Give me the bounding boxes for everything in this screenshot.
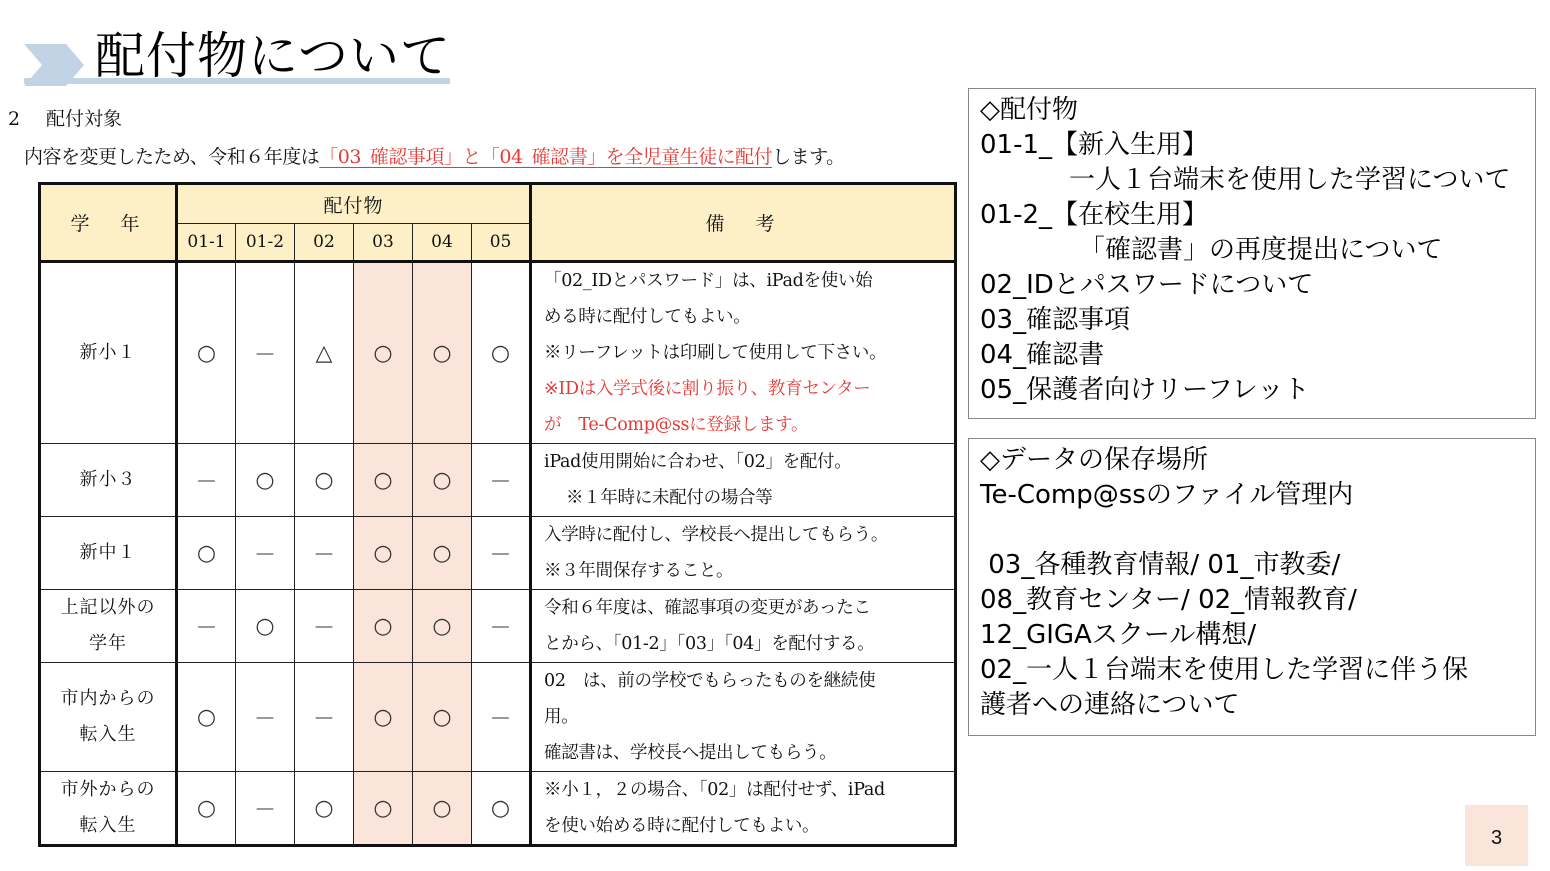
storage-line: 02_一人１台端末を使用した学習に伴う保 [980, 655, 1469, 685]
items-line: ◇配付物 [980, 95, 1078, 125]
items-line: 一人１台端末を使用した学習について [1069, 165, 1511, 195]
table-row [40, 517, 956, 590]
grade-line: 新中１ [79, 542, 137, 563]
items-line: 03_確認事項 [980, 305, 1131, 335]
note-line: を使い始める時に配付してもよい。 [544, 816, 820, 836]
intro-after: します。 [772, 146, 845, 168]
note-line: 令和６年度は、確認事項の変更があったこ [544, 598, 871, 618]
mark-cell: ○ [295, 444, 354, 517]
grade-line: 転入生 [79, 815, 137, 836]
note-cell [531, 772, 956, 846]
intro-before: 内容を変更したため、令和６年度は [24, 146, 320, 168]
note-cell [531, 444, 956, 517]
note-line: 「02_IDとパスワード」は、iPadを使い始 [544, 271, 873, 291]
table-row [40, 444, 956, 517]
note-line: 用。 [544, 707, 579, 727]
mark-cell: ○ [177, 262, 236, 444]
mark-cell: ○ [354, 772, 413, 846]
note-line: が Te-Comp@ssに登録します。 [544, 415, 809, 435]
note-cell [531, 517, 956, 590]
header-code: 04 [413, 224, 472, 262]
mark-cell: ○ [236, 444, 295, 517]
note-line: ※１年時に未配付の場合等 [566, 488, 773, 508]
storage-line [969, 513, 1535, 548]
table-row [40, 663, 956, 772]
items-line: 01-1_【新入生用】 [980, 130, 1209, 160]
grade-line: 市外からの [60, 779, 156, 800]
section-label: 配付対象 [46, 108, 123, 130]
note-cell [531, 663, 956, 772]
page-title: 配付物について [95, 27, 451, 85]
section-heading [8, 104, 122, 131]
header-code: 01-2 [236, 224, 295, 262]
mark-cell: － [295, 590, 354, 663]
mark-cell: － [472, 590, 531, 663]
mark-cell: ○ [295, 772, 354, 846]
mark-cell: ○ [413, 444, 472, 517]
storage-line: 03_各種教育情報/ 01_市教委/ [980, 550, 1341, 580]
note-cell [531, 262, 956, 444]
grade-cell [40, 444, 177, 517]
table-row [40, 772, 956, 846]
header-items: 配付物 [177, 184, 531, 224]
mark-cell: ○ [354, 444, 413, 517]
grade-line: 新小１ [79, 342, 137, 363]
mark-cell: － [295, 517, 354, 590]
note-line: ※小１，２の場合、「02」は配付せず、iPad [544, 780, 885, 800]
grade-cell [40, 663, 177, 772]
storage-line: 12_GIGAスクール構想/ [980, 620, 1257, 650]
note-line: 入学時に配付し、学校長へ提出してもらう。 [544, 525, 889, 545]
storage-line: Te-Comp@ssのファイル管理内 [980, 480, 1354, 510]
mark-cell: － [472, 663, 531, 772]
distribution-table [38, 182, 957, 847]
mark-cell: ○ [472, 772, 531, 846]
items-list-box [968, 88, 1536, 419]
note-line: 確認書は、学校長へ提出してもらう。 [544, 743, 837, 763]
mark-cell: ○ [413, 517, 472, 590]
mark-cell: － [236, 262, 295, 444]
mark-cell: △ [295, 262, 354, 444]
grade-cell [40, 517, 177, 590]
storage-line: ◇データの保存場所 [980, 445, 1208, 475]
note-line: ※リーフレットは印刷して使用して下さい。 [544, 343, 887, 363]
mark-cell: ○ [177, 517, 236, 590]
items-line: 「確認書」の再度提出について [1079, 235, 1443, 265]
mark-cell: － [177, 590, 236, 663]
note-line: める時に配付してもよい。 [544, 307, 751, 327]
mark-cell: － [236, 517, 295, 590]
note-line: とから、「01-2」「03」「04」を配付する。 [544, 634, 875, 654]
note-line: ※IDは入学式後に割り振り、教育センター [544, 379, 871, 399]
mark-cell: ○ [413, 772, 472, 846]
mark-cell: ○ [354, 663, 413, 772]
header-code: 05 [472, 224, 531, 262]
mark-cell: ○ [413, 262, 472, 444]
header-code: 03 [354, 224, 413, 262]
note-line: iPad使用開始に合わせ、「02」を配付。 [544, 452, 852, 472]
mark-cell: ○ [177, 663, 236, 772]
header-code: 02 [295, 224, 354, 262]
grade-cell [40, 262, 177, 444]
intro-text [24, 142, 845, 169]
table-row [40, 262, 956, 444]
storage-line: 08_教育センター/ 02_情報教育/ [980, 585, 1357, 615]
items-line: 02_IDとパスワードについて [980, 270, 1314, 300]
mark-cell: － [177, 444, 236, 517]
grade-cell [40, 772, 177, 846]
header-notes: 備 考 [531, 184, 956, 262]
table-row [40, 590, 956, 663]
grade-line: 新小３ [79, 469, 137, 490]
note-cell [531, 590, 956, 663]
mark-cell: － [236, 663, 295, 772]
note-line: 02 は、前の学校でもらったものを継続使 [544, 671, 876, 691]
mark-cell: － [472, 444, 531, 517]
grade-cell [40, 590, 177, 663]
section-number: 2 [8, 108, 21, 130]
mark-cell: ○ [413, 590, 472, 663]
items-line: 01-2_【在校生用】 [980, 200, 1209, 230]
mark-cell: － [472, 517, 531, 590]
grade-line: 転入生 [79, 724, 137, 745]
header-grade: 学 年 [40, 184, 177, 262]
header-code: 01-1 [177, 224, 236, 262]
grade-line: 上記以外の [60, 597, 156, 618]
mark-cell: － [236, 772, 295, 846]
items-line: 05_保護者向けリーフレット [980, 375, 1310, 405]
items-line: 04_確認書 [980, 340, 1105, 370]
storage-location-box [968, 438, 1536, 736]
mark-cell: ○ [177, 772, 236, 846]
grade-line: 市内からの [60, 688, 156, 709]
intro-highlight: 「03_確認事項」と「04_確認書」を全児童生徒に配付 [319, 146, 773, 168]
mark-cell: ○ [413, 663, 472, 772]
page-number: 3 [1465, 805, 1528, 866]
mark-cell: － [295, 663, 354, 772]
mark-cell: ○ [236, 590, 295, 663]
grade-line: 学年 [89, 633, 127, 654]
mark-cell: ○ [354, 262, 413, 444]
mark-cell: ○ [472, 262, 531, 444]
mark-cell: ○ [354, 517, 413, 590]
note-line: ※３年間保存すること。 [544, 561, 734, 581]
mark-cell: ○ [354, 590, 413, 663]
storage-line: 護者への連絡について [980, 690, 1240, 720]
